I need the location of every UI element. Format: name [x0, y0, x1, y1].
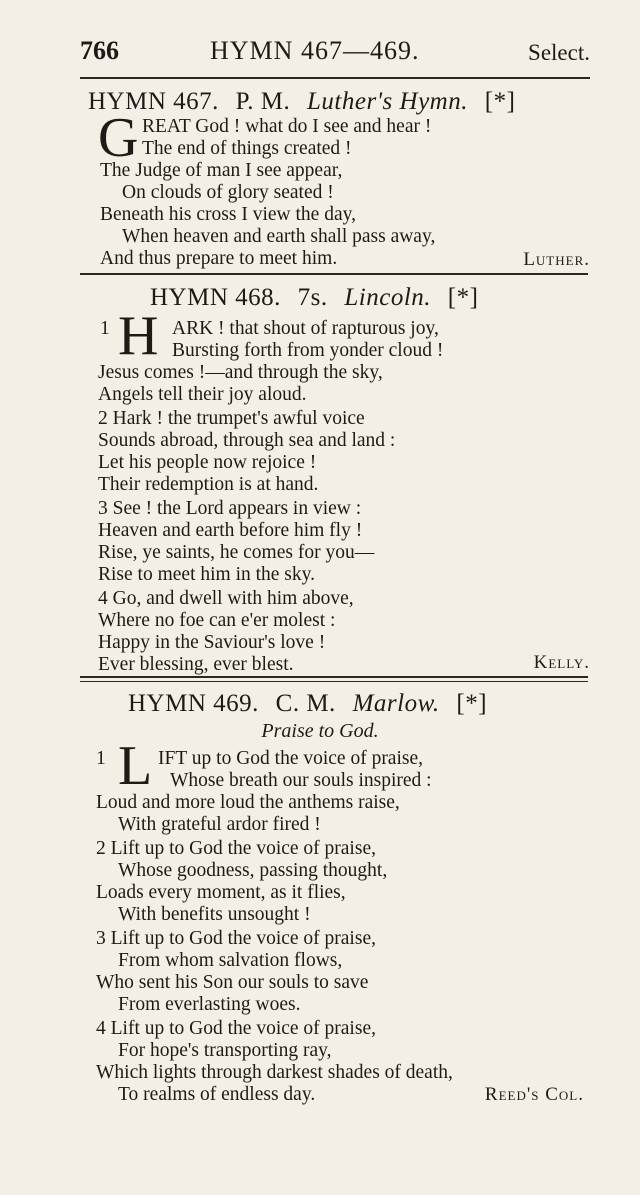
verse-line: With benefits unsought ! — [118, 904, 311, 925]
verse-line: Sounds abroad, through sea and land : — [98, 430, 396, 451]
verse-line: Beneath his cross I view the day, — [100, 204, 356, 225]
author-attribution: Luther. — [523, 249, 590, 270]
author-attribution: Kelly. — [533, 652, 590, 673]
hymn-tune: Lincoln. — [344, 284, 432, 311]
verse-line: Ever blessing, ever blest. — [98, 654, 294, 675]
verse-line: Who sent his Son our souls to save — [96, 972, 369, 993]
hymn-mark: [*] — [484, 88, 516, 115]
verse-line: Heaven and earth before him fly ! — [98, 520, 363, 541]
verse-line: Happy in the Saviour's love ! — [98, 632, 326, 653]
hymn-meter: P. M. — [235, 88, 291, 115]
verse-line: On clouds of glory seated ! — [122, 182, 334, 203]
hymn-tune: Luther's Hymn. — [307, 88, 468, 115]
drop-cap: H — [118, 305, 159, 367]
hymn-subtitle: Praise to God. — [261, 720, 379, 742]
hymn-meter: C. M. — [275, 690, 336, 717]
verse-line: Their redemption is at hand. — [98, 474, 319, 495]
verse-line: Loads every moment, as it flies, — [96, 882, 346, 903]
section-rule — [80, 273, 588, 275]
page-number: 766 — [80, 36, 119, 65]
head-rule — [80, 77, 590, 79]
author-attribution: Reed's Col. — [484, 1084, 584, 1105]
hymn-header — [150, 284, 478, 316]
verse-line: When heaven and earth shall pass away, — [122, 226, 436, 247]
verse-line: ARK ! that shout of rapturous joy, — [172, 318, 439, 339]
verse-line: IFT up to God the voice of praise, — [158, 748, 424, 769]
section-rule — [80, 676, 588, 678]
verse-number: 1 — [96, 748, 106, 769]
verse-line: 2 Lift up to God the voice of praise, — [96, 838, 376, 859]
verse-line: To realms of endless day. — [118, 1084, 316, 1105]
hymn-mark: [*] — [456, 690, 488, 717]
verse-line: 3 See ! the Lord appears in view : — [98, 498, 362, 519]
hymn-header — [128, 690, 487, 722]
verse-line: REAT God ! what do I see and hear ! — [142, 116, 432, 137]
hymn-mark: [*] — [447, 284, 479, 311]
drop-cap: L — [118, 735, 153, 797]
verse-line: From whom salvation flows, — [118, 950, 343, 971]
verse-line: The end of things created ! — [142, 138, 352, 159]
drop-cap: G — [98, 107, 139, 169]
verse-line: Which lights through darkest shades of death, — [96, 1062, 453, 1083]
verse-line: Loud and more loud the anthems raise, — [96, 792, 400, 813]
hymn-number: HYMN 469. — [128, 690, 259, 717]
verse-line: 3 Lift up to God the voice of praise, — [96, 928, 376, 949]
verse-line: Rise, ye saints, he comes for you— — [98, 542, 375, 563]
verse-line: From everlasting woes. — [118, 994, 301, 1015]
hymn-meter: 7s. — [297, 284, 328, 311]
section-rule-thin — [80, 681, 588, 682]
section-label: Select. — [528, 40, 590, 65]
verse-line: The Judge of man I see appear, — [100, 160, 343, 181]
verse-line: Rise to meet him in the sky. — [98, 564, 316, 585]
verse-line: Jesus comes !—and through the sky, — [98, 362, 383, 383]
verse-line: And thus prepare to meet him. — [100, 248, 338, 269]
verse-line: 4 Lift up to God the voice of praise, — [96, 1018, 376, 1039]
verse-line: 2 Hark ! the trumpet's awful voice — [98, 408, 365, 429]
verse-line: Angels tell their joy aloud. — [98, 384, 307, 405]
verse-line: 4 Go, and dwell with him above, — [98, 588, 354, 609]
verse-line: Bursting forth from yonder cloud ! — [172, 340, 444, 361]
verse-line: For hope's transporting ray, — [118, 1040, 332, 1061]
running-head — [80, 36, 590, 72]
verse-number: 1 — [100, 318, 110, 339]
running-title: HYMN 467—469. — [210, 36, 420, 65]
hymn-tune: Marlow. — [352, 690, 440, 717]
hymn-number: HYMN 468. — [150, 284, 281, 311]
hymn-number: HYMN 467. — [88, 88, 219, 115]
verse-line: Whose breath our souls inspired : — [170, 770, 432, 791]
verse-line: Where no foe can e'er molest : — [98, 610, 336, 631]
verse-line: Whose goodness, passing thought, — [118, 860, 388, 881]
verse-line: Let his people now rejoice ! — [98, 452, 317, 473]
verse-line: With grateful ardor fired ! — [118, 814, 321, 835]
